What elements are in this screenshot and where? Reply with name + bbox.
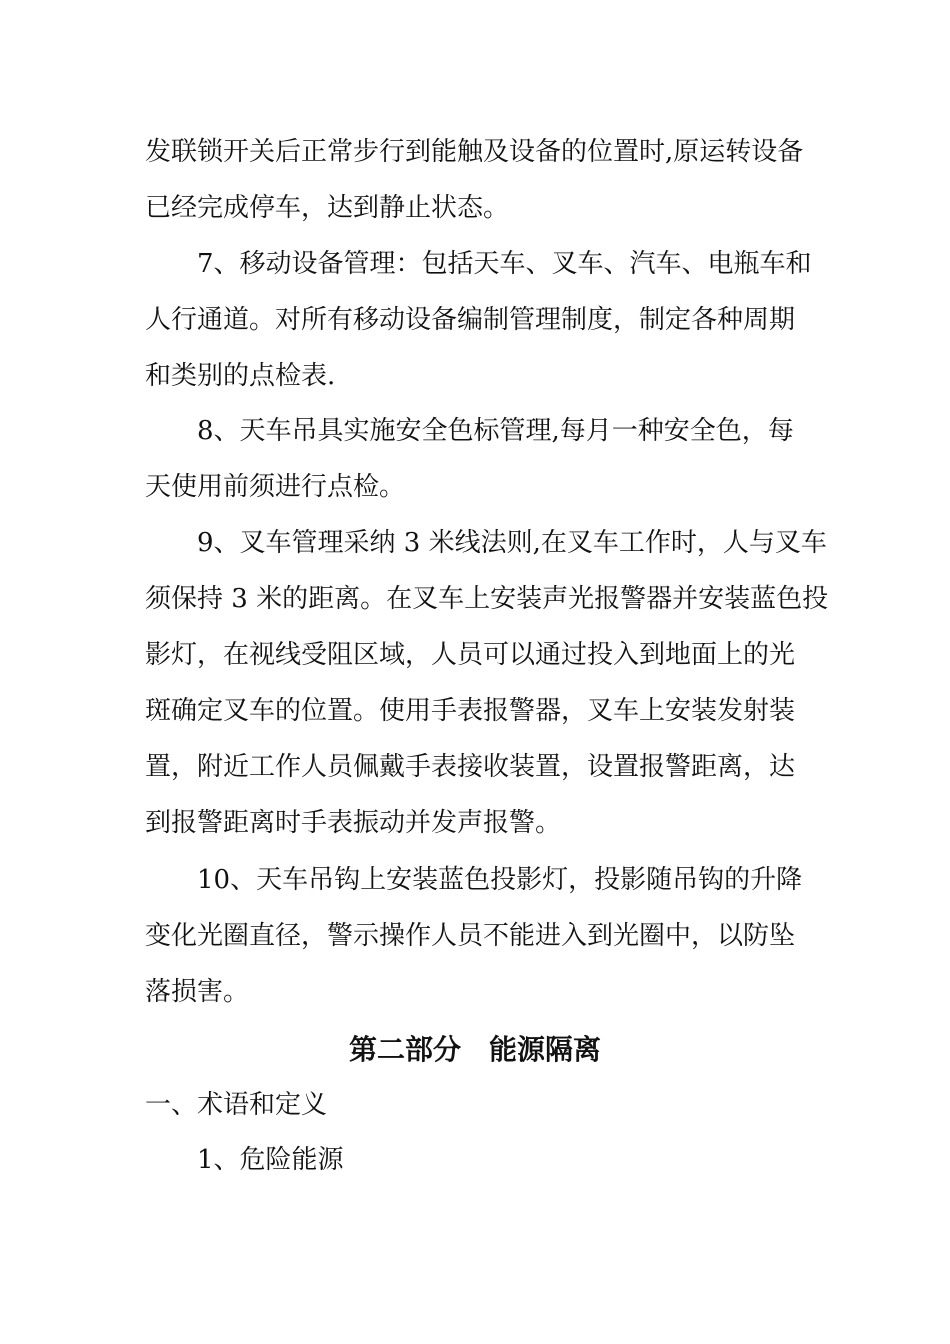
- paragraph-line: 斑确定叉车的位置。使用手表报警器，叉车上安装发射装: [145, 696, 796, 726]
- paragraph-line: 8、天车吊具实施安全色标管理,每月一种安全色，每: [197, 416, 794, 446]
- paragraph-item-9: [145, 515, 829, 851]
- paragraph-line: 发联锁开关后正常步行到能触及设备的位置时,原运转设备: [145, 137, 804, 167]
- section-title: 第二部分 能源隔离: [348, 1033, 601, 1066]
- paragraph-line: 10、天车吊钩上安装蓝色投影灯，投影随吊钩的升降: [197, 865, 803, 895]
- paragraph-continuation: [145, 124, 805, 236]
- paragraph-item-10: [145, 852, 805, 1020]
- paragraph-item-7: [145, 236, 812, 404]
- paragraph-line: 9、叉车管理采纳 3 米线法则,在叉车工作时，人与叉车: [197, 528, 827, 558]
- subsection-heading: 1、危险能源: [197, 1145, 344, 1175]
- paragraph-line: 天使用前须进行点检。: [145, 472, 406, 502]
- paragraph-line: 置，附近工作人员佩戴手表接收装置，设置报警距离，达: [145, 752, 796, 782]
- paragraph-line: 人行通道。对所有移动设备编制管理制度，制定各种周期: [145, 305, 796, 335]
- paragraph-line: 和类别的点检表.: [145, 361, 336, 391]
- paragraph-line: 7、移动设备管理：包括天车、叉车、汽车、电瓶车和: [197, 249, 812, 279]
- paragraph-line: 到报警距离时手表振动并发声报警。: [145, 808, 562, 838]
- paragraph-line: 落损害。: [145, 977, 250, 1007]
- paragraph-line: 影灯，在视线受阻区域，人员可以通过投入到地面上的光: [145, 640, 796, 670]
- paragraph-line: 须保持 3 米的距离。在叉车上安装声光报警器并安装蓝色投: [145, 584, 829, 614]
- section-heading: 一、术语和定义: [145, 1090, 328, 1120]
- paragraph-line: 变化光圈直径，警示操作人员不能进入到光圈中，以防坠: [145, 921, 796, 951]
- paragraph-line: 已经完成停车，达到静止状态。: [145, 193, 510, 223]
- paragraph-item-8: [145, 403, 805, 515]
